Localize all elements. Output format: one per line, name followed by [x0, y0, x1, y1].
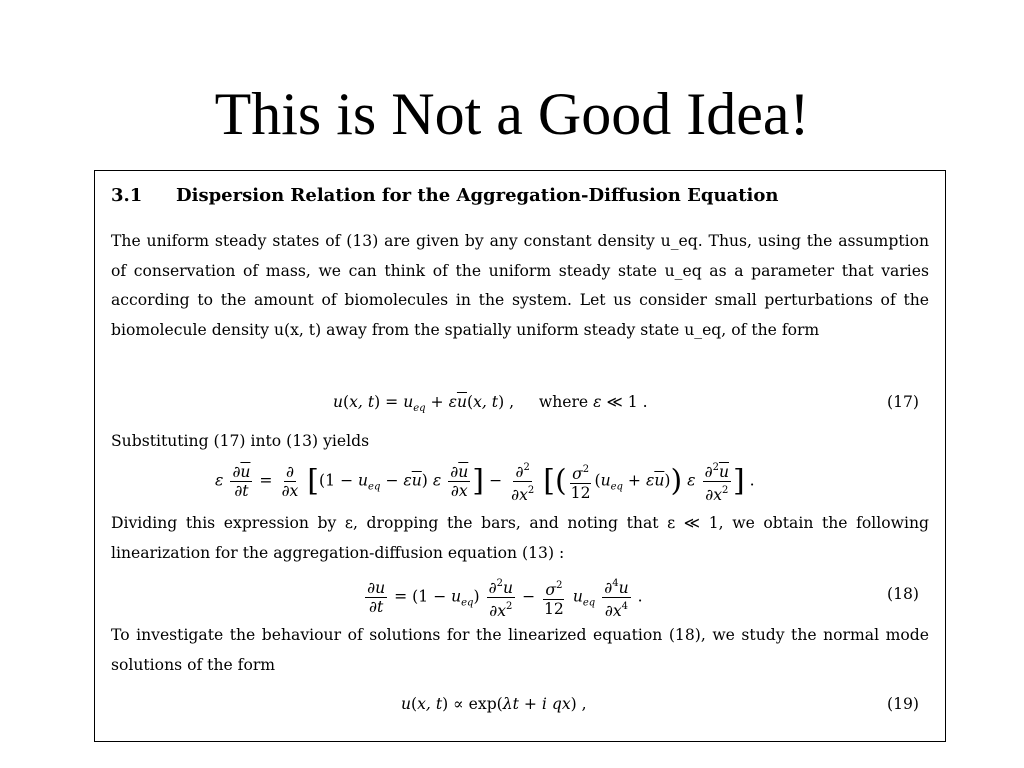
equation-19-number: (19)	[886, 695, 919, 713]
section-number: 3.1	[111, 185, 143, 206]
equation-19: u(x, t) ∝ exp(λt + i qx) ,	[401, 695, 587, 713]
document-image	[94, 170, 946, 742]
equation-18: $\frac{\partial u}{\partial t}$ = $(1 - u_{eq})$ $\frac{\partial^2u}{\partial x^2}$ − $\frac{\sigma^2}{12}$ $u_{eq}$ $\frac{\partial^4u}{\partial x^4}$ .	[363, 575, 643, 620]
paragraph-1: The uniform steady states of (13) are given by any constant density u_eq. Thus, using the assumption of conservation of mass, we can think of the uniform steady state u_eq as a parameter that varies according to the amount of biomolecules in the system. Let us consider small perturbations of the biomolecule density u(x, t) away from the spatially uniform steady state u_eq, of the form	[111, 232, 929, 339]
paragraph-2: Substituting (17) into (13) yields	[111, 432, 370, 450]
section-heading	[111, 185, 778, 206]
equation-17: u(x, $t) = u_{eq} + \varepsilon\overline{u}(x$, t) , where ε ≪ 1 .	[333, 393, 648, 414]
paragraph-3: Dividing this expression by ε, dropping the bars, and noting that ε ≪ 1, we obtain the following linearization for the aggregation-diffusion equation (13) :	[111, 514, 929, 562]
equation-17-number: (17)	[886, 393, 919, 411]
paragraph-4: To investigate the behaviour of solutions for the linearized equation (18), we study the normal mode solutions of the form	[111, 626, 929, 674]
equation-18-number: (18)	[886, 585, 919, 603]
substituted-equation: ε $\frac{\partial\overline{u}}{\partial t}$ = $\frac{\partial}{\partial x}$ [$(1 - u_{eq} - \varepsilon\overline{u})$ ε $\frac{\partial\overline{u}}{\partial x}$ ] − $\frac{\partial^2}{\partial x^2}$ [( $\frac{\sigma^2}{12}$ $(u_{eq} + \varepsilon\overline{u})$) ε $\frac{\partial^2\overline{u}}{\partial x^2}$ ] .	[215, 459, 755, 504]
section-title: Dispersion Relation for the Aggregation-Diffusion Equation	[176, 185, 779, 206]
slide-title: This is Not a Good Idea!	[214, 81, 810, 147]
